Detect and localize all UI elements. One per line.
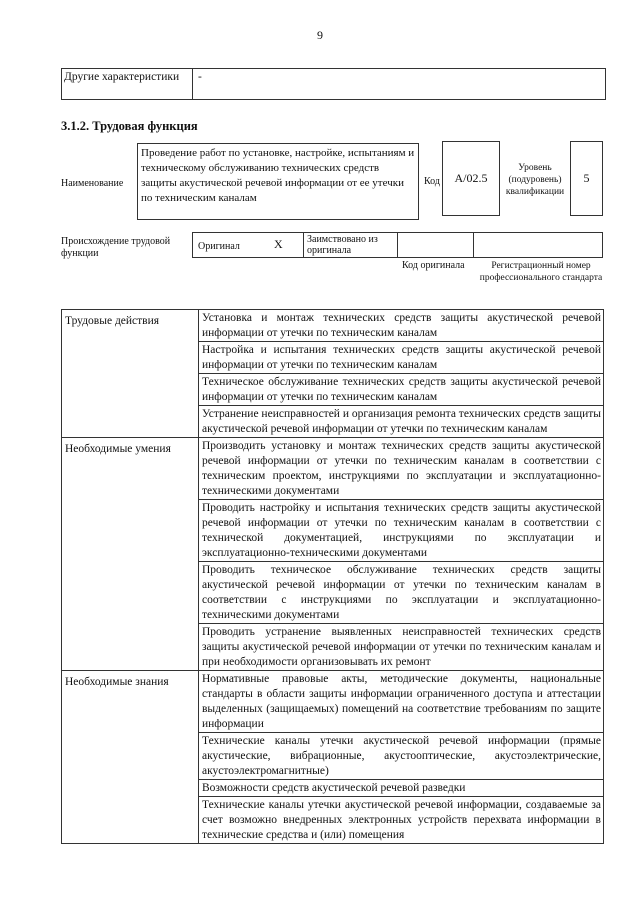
- origin-code-cell: [398, 233, 474, 257]
- origin-borrowed-label: Заимствовано из оригинала: [307, 234, 378, 256]
- origin-reg-caption: Регистрационный номер профессионального стандарта: [479, 261, 603, 283]
- other-characteristics-label: Другие характеристики: [62, 69, 193, 99]
- list-item: Проводить техническое обслуживание технических средств защиты акустической речевой информации от утечки по техническим каналам в соответствии с инструкциями по эксплуатации и эксплуатационно-техническими документами: [199, 562, 604, 624]
- page-number: 9: [317, 28, 323, 42]
- name-label: Наименование: [61, 178, 124, 189]
- list-item: Нормативные правовые акты, методические документы, национальные стандарты в области защиты информации ограниченного доступа и аттестации выделенных (защищаемых) помещений на соответствие требованиям по защите информации: [199, 671, 604, 733]
- qualification-level-label: Уровень (подуровень) квалификации: [505, 163, 565, 197]
- function-code-box: A/02.5: [442, 141, 500, 216]
- list-item: Проводить устранение выявленных неисправностей технических средств защиты акустической речевой информации от утечки по техническим каналам и при необходимости организовывать их ремонт: [199, 624, 604, 671]
- list-item: Техническое обслуживание технических средств защиты акустической речевой информации от утечки по техническим каналам: [199, 374, 604, 406]
- list-item: Настройка и испытания технических средств защиты акустической речевой информации от утечки по техническим каналам: [199, 342, 604, 374]
- list-item: Установка и монтаж технических средств защиты акустической речевой информации от утечки по техническим каналам: [199, 310, 604, 342]
- origin-code-caption: Код оригинала: [402, 260, 465, 271]
- section-title: 3.1.2. Трудовая функция: [61, 119, 198, 133]
- function-name-box: Проведение работ по установке, настройке, испытаниям и техническому обслуживанию технических средств защиты акустической речевой информации от ее утечки по техническим каналам: [137, 143, 419, 220]
- other-characteristics-table: [61, 68, 606, 100]
- origin-original-mark: X: [274, 237, 283, 251]
- list-item: Устранение неисправностей и организация ремонта технических средств защиты акустической речевой информации от утечки по техническим каналам: [199, 406, 604, 438]
- code-label: Код: [424, 176, 440, 187]
- list-item: Технические каналы утечки акустической речевой информации, создаваемые за счет возможно внедренных электронных устройств перехвата информации в технические средства и (или) помещения: [199, 797, 604, 844]
- origin-table: [192, 232, 603, 258]
- table-row: [62, 671, 604, 733]
- list-item: Технические каналы утечки акустической речевой информации (прямые акустические, вибрационные, акустооптические, акустоэлектрические, акустоэлектромагнитные): [199, 733, 604, 780]
- other-characteristics-value: -: [198, 71, 202, 83]
- category-required-knowledge: Необходимые знания: [62, 671, 199, 844]
- table-row: [62, 310, 604, 342]
- category-labor-actions: Трудовые действия: [62, 310, 199, 438]
- list-item: Производить установку и монтаж технических средств защиты акустической речевой информации от утечки по техническим каналам в соответствии с техническим проектом, инструкциями по эксплуатации и эксплуатационно-техническими документами: [199, 438, 604, 500]
- origin-label: Происхождение трудовой функции: [61, 236, 171, 259]
- function-details-table: [61, 309, 604, 844]
- list-item: Возможности средств акустической речевой разведки: [199, 780, 604, 797]
- list-item: Проводить настройку и испытания технических средств защиты акустической речевой информации от утечки по техническим каналам в соответствии с технической документацией, инструкциями по эксплуатации и эксплуатационно-техническими документами: [199, 500, 604, 562]
- origin-original-label: Оригинал: [198, 241, 240, 252]
- qualification-level-box: 5: [570, 141, 603, 216]
- table-row: [62, 438, 604, 500]
- category-required-skills: Необходимые умения: [62, 438, 199, 671]
